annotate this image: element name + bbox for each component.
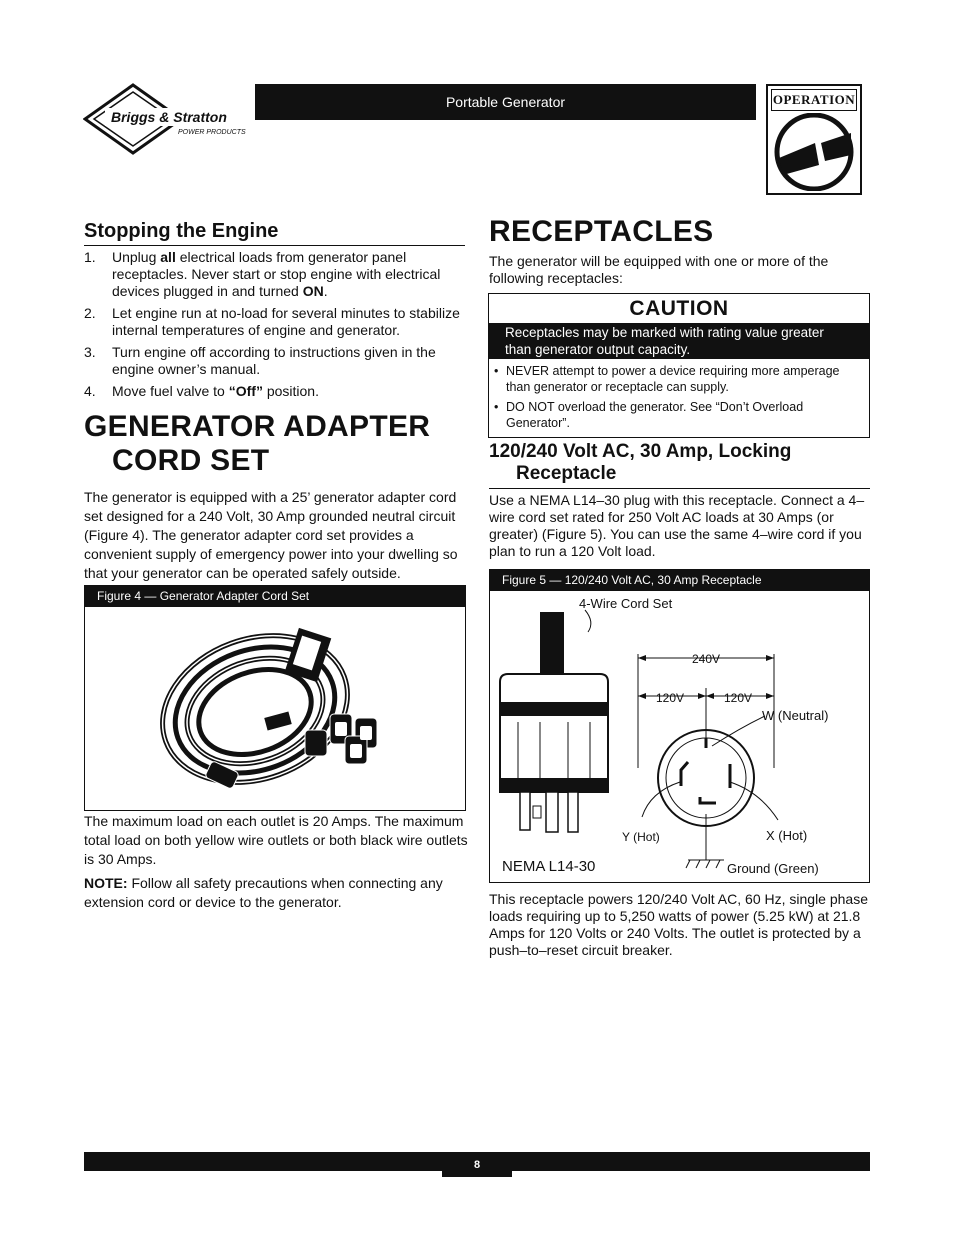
label-120v-right: 120V	[724, 691, 753, 705]
operation-badge	[766, 84, 862, 195]
list-item: 1. Unplug all electrical loads from generator panel receptacles. Never start or stop engine with electrical devices plugged in and turned ON.	[84, 249, 441, 299]
adapter-title: GENERATOR ADAPTER CORD SET	[84, 410, 431, 477]
product-title: Portable Generator	[445, 94, 566, 110]
label-y-hot: Y (Hot)	[622, 830, 660, 844]
note-label: NOTE:	[84, 875, 128, 891]
operation-label: OPERATION	[771, 89, 857, 111]
figure-4-caption: Figure 4 — Generator Adapter Cord Set	[84, 585, 466, 607]
caution-band: Receptacles may be marked with rating value greater than generator output capacity.	[489, 323, 869, 359]
label-neutral: W (Neutral)	[762, 708, 829, 723]
usage-text: Use a NEMA L14–30 plug with this receptacle. Connect a 4–wire cord set rated for 250 Volt AC loads at 30 Amps (or greater) (Figure 5). You can use the same 4–wire cord if you plan to run a 120 Volt load.	[489, 492, 865, 559]
figure-5-box	[489, 569, 870, 883]
list-item: 4. Move fuel valve to “Off” position.	[84, 383, 319, 399]
caution-box	[488, 293, 870, 438]
cord-set-illustration	[155, 614, 395, 804]
adapter-intro: The generator is equipped with a 25’ generator adapter cord set designed for a 240 Volt, 30 Amp grounded neutral circuit (Figure 4). The generator adapter cord set provides a convenient supply of emergency power into your dwelling so that your generator can be operated safely outside.	[84, 489, 458, 581]
figure-4-box	[84, 585, 466, 811]
list-item: 2. Let engine run at no-load for several minutes to stabilize internal temperatures of engine and generator.	[84, 305, 460, 338]
cord-set-label: 4-Wire Cord Set	[579, 596, 673, 611]
locking-receptacle-title: 120/240 Volt AC, 30 Amp, Locking Receptacle	[489, 441, 792, 484]
receptacles-intro: The generator will be equipped with one or more of the following receptacles:	[489, 253, 829, 286]
switch-icon	[771, 113, 857, 191]
label-240v: 240V	[692, 652, 721, 666]
caution-list	[489, 363, 869, 435]
label-nema: NEMA L14-30	[502, 858, 596, 875]
closing-text: This receptacle powers 120/240 Volt AC, 60 Hz, single phase loads requiring up to 5,250 watts of power (5.25 kW) at 21.8 Amps for 120 Volts or 240 Volts. The outlet is protected by a push–to–reset circuit breaker.	[489, 891, 868, 958]
caution-title: CAUTION	[629, 297, 729, 320]
max-load-text: The maximum load on each outlet is 20 Amps. The maximum total load on both yellow wire outlets or both black wire outlets is 30 Amps.	[84, 813, 468, 867]
list-item: 3. Turn engine off according to instructions given in the engine owner’s manual.	[84, 344, 436, 377]
locking-rule	[489, 488, 870, 489]
brand-sub: POWER PRODUCTS	[178, 129, 246, 136]
stopping-title: Stopping the Engine	[84, 220, 279, 242]
list-item: • NEVER attempt to power a device requiring more amperage than generator or receptacle can supply.	[489, 363, 869, 395]
stopping-steps	[84, 249, 468, 405]
list-item: • DO NOT overload the generator. See “Don’t Overload Generator”.	[489, 399, 869, 431]
stopping-rule	[84, 245, 465, 246]
page-number: 8	[442, 1152, 512, 1177]
label-120v-left: 120V	[656, 691, 685, 705]
receptacles-title: RECEPTACLES	[489, 215, 714, 248]
label-x-hot: X (Hot)	[766, 828, 808, 843]
note-paragraph: NOTE: Follow all safety precautions when connecting any extension cord or device to the generator.	[84, 875, 443, 910]
header-bar	[255, 84, 756, 120]
label-ground: Ground (Green)	[727, 861, 819, 876]
brand-logo	[83, 83, 258, 155]
brand-name: Briggs & Stratton	[111, 109, 227, 125]
receptacle-diagram	[490, 592, 869, 882]
figure-5-caption: Figure 5 — 120/240 Volt AC, 30 Amp Receptacle	[489, 569, 870, 591]
